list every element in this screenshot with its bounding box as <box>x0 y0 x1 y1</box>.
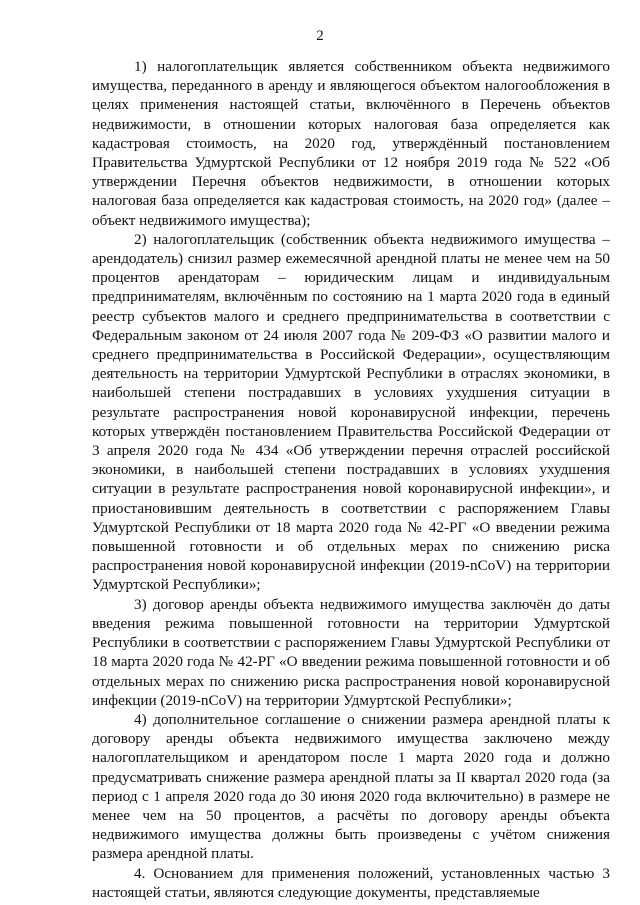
paragraph-condition-4: 4) дополнительное соглашение о снижении размера арендной платы к договору аренды объекта недвижимого имущества заключено между налогоплательщиком и арендатором после 1 марта 2020 года и должно предусматривать снижение размера арендной платы за II квартал 2020 года (за период с 1 апреля 2020 года до 30 июня 2020 года включительно) в размере не менее чем на 50 процентов, а расчёты по договору аренды объекта недвижимого имущества должны быть произведены с учётом снижения размера арендной платы. <box>92 710 610 863</box>
paragraph-condition-2: 2) налогоплательщик (собственник объекта недвижимого имущества – арендодатель) снизил размер ежемесячной арендной платы не менее чем на 50 процентов арендаторам – юридическим лицам и индивидуальным предпринимателям, включённым по состоянию на 1 марта 2020 года в единый реестр субъектов малого и среднего предпринимательства в соответствии с Федеральным законом от 24 июля 2007 года № 209-ФЗ «О развитии малого и среднего предпринимательства в Российской Федерации», осуществляющим деятельность на территории Удмуртской Республики в отраслях экономики, в наибольшей степени пострадавших в условиях ухудшения ситуации в результате распространения новой коронавирусной инфекции, перечень которых утверждён постановлением Правительства Российской Федерации от 3 апреля 2020 года № 434 «Об утверждении перечня отраслей российской экономики, в наибольшей степени пострадавших в условиях ухудшения ситуации в результате распространения новой коронавирусной инфекции», и приостановившим деятельность в соответствии с распоряжением Главы Удмуртской Республики от 18 марта 2020 года № 42-РГ «О введении режима повышенной готовности и об отдельных мерах по снижению риска распространения новой коронавирусной инфекции (2019-nCoV) на территории Удмуртской Республики»; <box>92 230 610 594</box>
page-number: 2 <box>316 28 324 44</box>
paragraph-condition-1: 1) налогоплательщик является собственником объекта недвижимого имущества, переданного в аренду и являющегося объектом налогообложения в целях применения настоящей статьи, включённого в Перечень объектов недвижимости, в отношении которых налоговая база определяется как кадастровая стоимость, на 2020 год, утверждённый постановлением Правительства Удмуртской Республики от 12 ноября 2019 года № 522 «Об утверждении Перечня объектов недвижимости, в отношении которых налоговая база определяется как кадастровая стоимость, на 2020 год» (далее – объект недвижимого имущества); <box>92 58 610 229</box>
document-body <box>92 57 610 902</box>
paragraph-condition-3: 3) договор аренды объекта недвижимого имущества заключён до даты введения режима повышенной готовности на территории Удмуртской Республики в соответствии с распоряжением Главы Удмуртской Республики от 18 марта 2020 года № 42-РГ «О введении режима повышенной готовности и об отдельных мерах по снижению риска распространения новой коронавирусной инфекции (2019-nCoV) на территории Удмуртской Республики»; <box>92 595 610 709</box>
paragraph-section-4: 4. Основанием для применения положений, установленных частью 3 настоящей статьи, являются следующие документы, представляемые <box>92 864 610 901</box>
